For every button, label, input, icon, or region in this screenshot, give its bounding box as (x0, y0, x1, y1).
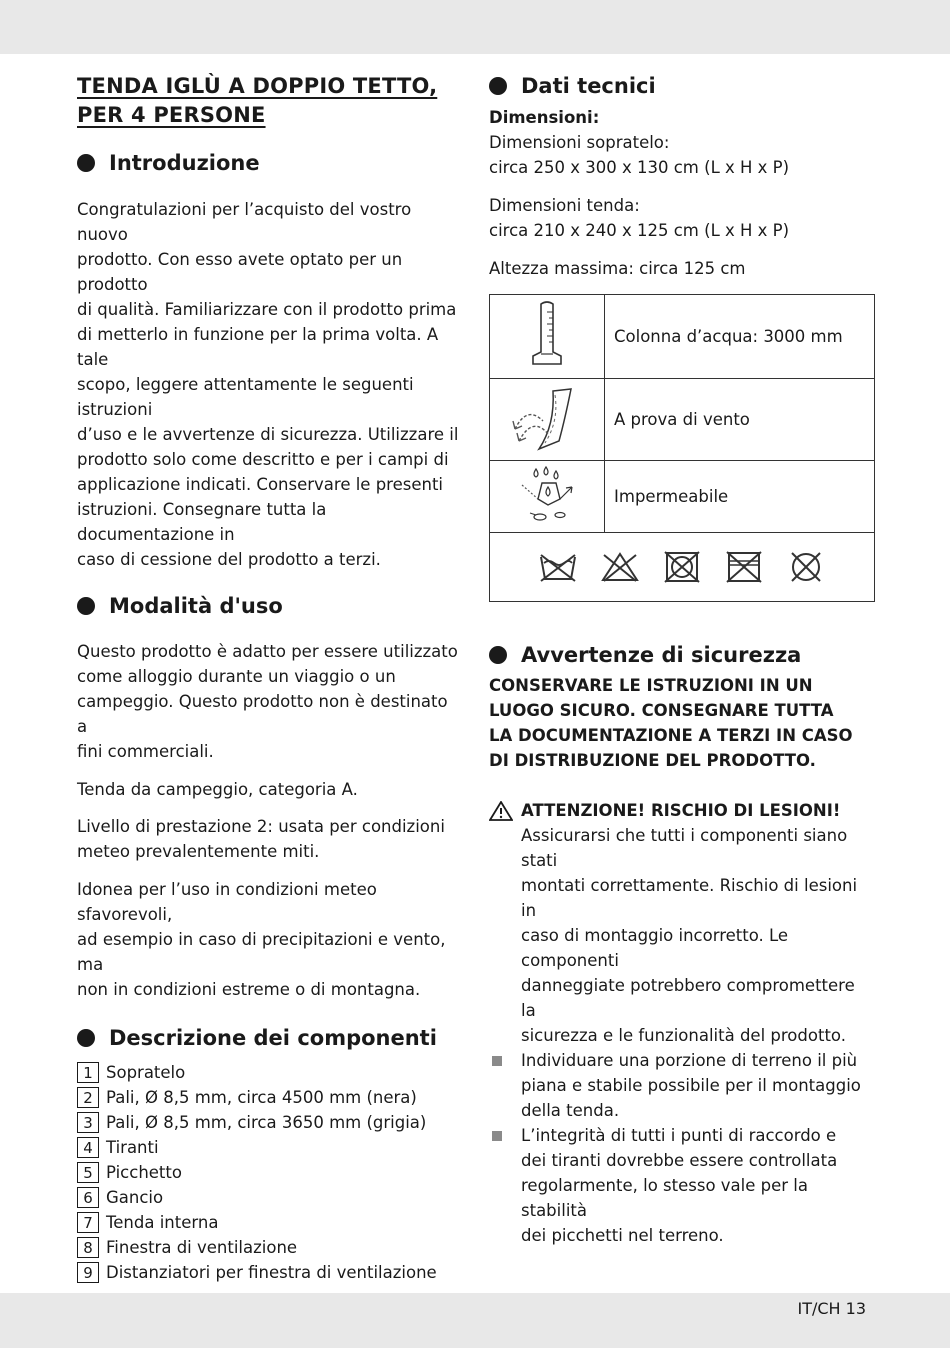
item-number: 8 (77, 1237, 99, 1258)
do-not-bleach-icon (600, 551, 640, 583)
item-number: 4 (77, 1137, 99, 1158)
notice-line: LA DOCUMENTAZIONE A TERZI IN CASO (489, 726, 853, 745)
tech-heading (489, 72, 874, 100)
heading-bullet-icon (77, 597, 95, 615)
usage-heading-text: Modalità d'uso (109, 594, 283, 618)
bullet-line: regolarmente, lo stesso vale per la stabilità (521, 1176, 809, 1220)
tent-label: Dimensioni tenda: (489, 196, 640, 215)
text-cell: Impermeabile (605, 461, 875, 533)
tech-heading-text: Dati tecnici (521, 74, 656, 98)
item-label: Distanziatori per finestra di ventilazione (106, 1263, 437, 1282)
water-column-icon (527, 300, 567, 370)
square-bullet-icon (492, 1056, 502, 1066)
usage-line: non in condizioni estreme o di montagna. (77, 980, 421, 999)
right-column (489, 70, 874, 1248)
item-number: 3 (77, 1112, 99, 1133)
bullet-line: della tenda. (521, 1101, 620, 1120)
list-item (77, 1185, 462, 1210)
dimensions-label: Dimensioni: (489, 108, 600, 127)
list-item (77, 1260, 462, 1285)
list-item (77, 1235, 462, 1260)
notice-line: CONSERVARE LE ISTRUZIONI IN UN (489, 676, 813, 695)
item-number: 1 (77, 1062, 99, 1083)
left-column (77, 70, 462, 1285)
warning-text (489, 823, 874, 1048)
usage-line: fini commerciali. (77, 742, 214, 761)
item-label: Sopratelo (106, 1063, 186, 1082)
icon-cell (490, 461, 605, 533)
list-item (489, 1123, 874, 1248)
text-cell: A prova di vento (605, 379, 875, 461)
heading-bullet-icon (77, 1029, 95, 1047)
warning-line: danneggiate potrebbero compromettere la (521, 976, 855, 1020)
bullet-line: piana e stabile possibile per il montaggio (521, 1076, 861, 1095)
safety-notice (489, 673, 874, 773)
intro-line: Congratulazioni per l’acquisto del vostro nuovo (77, 200, 412, 244)
intro-line: d’uso e le avvertenze di sicurezza. Utilizzare il (77, 425, 459, 444)
usage-line: Questo prodotto è adatto per essere utilizzato (77, 642, 458, 661)
max-height: Altezza massima: circa 125 cm (489, 259, 746, 278)
text-cell: Colonna d’acqua: 3000 mm (605, 295, 875, 379)
item-label: Finestra di ventilazione (106, 1238, 298, 1257)
intro-heading (77, 149, 462, 177)
bullet-line: Individuare una porzione di terreno il più (521, 1051, 858, 1070)
usage-paragraph-3 (77, 814, 462, 864)
item-number: 9 (77, 1262, 99, 1283)
list-item (77, 1135, 462, 1160)
item-label: Pali, Ø 8,5 mm, circa 3650 mm (grigia) (106, 1113, 427, 1132)
intro-heading-text: Introduzione (109, 151, 260, 175)
flysheet-label: Dimensioni sopratelo: (489, 133, 670, 152)
item-number: 5 (77, 1162, 99, 1183)
bullet-line: dei tiranti dovrebbe essere controllata (521, 1151, 838, 1170)
usage-paragraph-2: Tenda da campeggio, categoria A. (77, 780, 358, 799)
usage-line: meteo prevalentemente miti. (77, 842, 320, 861)
icon-cell (490, 379, 605, 461)
flysheet-value: circa 250 x 300 x 130 cm (L x H x P) (489, 158, 790, 177)
intro-line: prodotto. Con esso avete optato per un prodotto (77, 250, 403, 294)
title-line-1: TENDA IGLÙ A DOPPIO TETTO, (77, 74, 438, 98)
list-item (77, 1060, 462, 1085)
list-item (77, 1160, 462, 1185)
safety-heading (489, 641, 874, 669)
table-row (490, 295, 875, 379)
usage-line: come alloggio durante un viaggio o un (77, 667, 396, 686)
table-row (490, 533, 875, 602)
item-label: Picchetto (106, 1163, 182, 1182)
page-number: IT/CH 13 (797, 1299, 866, 1318)
usage-line: Idonea per l’uso in condizioni meteo sfavorevoli, (77, 880, 377, 924)
notice-line: LUOGO SICURO. CONSEGNARE TUTTA (489, 701, 834, 720)
list-item (77, 1085, 462, 1110)
document-title (77, 72, 462, 130)
notice-line: DI DISTRIBUZIONE DEL PRODOTTO. (489, 751, 816, 770)
tent-value: circa 210 x 240 x 125 cm (L x H x P) (489, 221, 790, 240)
item-label: Tenda interna (106, 1213, 219, 1232)
intro-line: di qualità. Familiarizzare con il prodotto prima (77, 300, 457, 319)
do-not-dry-clean-icon (786, 551, 826, 583)
care-symbols-cell (490, 533, 875, 602)
usage-paragraph-4 (77, 877, 462, 1002)
heading-bullet-icon (77, 154, 95, 172)
header-band (0, 0, 950, 54)
item-label: Gancio (106, 1188, 164, 1207)
do-not-wash-icon (538, 551, 578, 583)
bullet-line: dei picchetti nel terreno. (521, 1226, 724, 1245)
warning-title-text: ATTENZIONE! RISCHIO DI LESIONI! (521, 801, 841, 820)
item-number: 6 (77, 1187, 99, 1208)
safety-bullets (489, 1048, 874, 1248)
spec-table (489, 294, 875, 602)
safety-heading-text: Avvertenze di sicurezza (521, 643, 802, 667)
components-heading-text: Descrizione dei componenti (109, 1026, 437, 1050)
windproof-icon (509, 385, 585, 451)
intro-line: applicazione indicati. Conservare le presenti (77, 475, 444, 494)
item-label: Tiranti (106, 1138, 159, 1157)
intro-line: prodotto solo come descritto e per i campi di (77, 450, 449, 469)
table-row (490, 461, 875, 533)
list-item (489, 1048, 874, 1123)
usage-line: Livello di prestazione 2: usata per condizioni (77, 817, 445, 836)
list-item (77, 1110, 462, 1135)
usage-paragraph-1 (77, 639, 462, 764)
usage-line: ad esempio in caso di precipitazioni e vento, ma (77, 930, 446, 974)
warning-line: sicurezza e le funzionalità del prodotto. (521, 1026, 846, 1045)
warning-line: montati correttamente. Rischio di lesioni in (521, 876, 858, 920)
usage-line: campeggio. Questo prodotto non è destinato a (77, 692, 448, 736)
waterproof-icon (514, 465, 580, 525)
heading-bullet-icon (489, 646, 507, 664)
care-symbols (490, 533, 874, 601)
item-number: 2 (77, 1087, 99, 1108)
warning-line: caso di montaggio incorretto. Le componenti (521, 926, 789, 970)
intro-line: di metterlo in funzione per la prima volta. A tale (77, 325, 439, 369)
heading-bullet-icon (489, 77, 507, 95)
do-not-iron-icon (724, 551, 764, 583)
components-heading (77, 1024, 462, 1052)
table-row (490, 379, 875, 461)
components-list (77, 1060, 462, 1285)
intro-line: istruzioni. Consegnare tutta la documentazione in (77, 500, 327, 544)
intro-line: scopo, leggere attentamente le seguenti istruzioni (77, 375, 414, 419)
intro-line: caso di cessione del prodotto a terzi. (77, 550, 381, 569)
icon-cell (490, 295, 605, 379)
intro-paragraph (77, 197, 462, 572)
square-bullet-icon (492, 1131, 502, 1141)
list-item (77, 1210, 462, 1235)
do-not-tumble-dry-icon (662, 551, 702, 583)
title-line-2: PER 4 PERSONE (77, 103, 266, 127)
item-label: Pali, Ø 8,5 mm, circa 4500 mm (nera) (106, 1088, 417, 1107)
warning-title (489, 798, 874, 823)
item-number: 7 (77, 1212, 99, 1233)
bullet-line: L’integrità di tutti i punti di raccordo e (521, 1126, 837, 1145)
usage-heading (77, 592, 462, 620)
warning-line: Assicurarsi che tutti i componenti siano stati (521, 826, 848, 870)
warning-triangle-icon (489, 801, 513, 821)
